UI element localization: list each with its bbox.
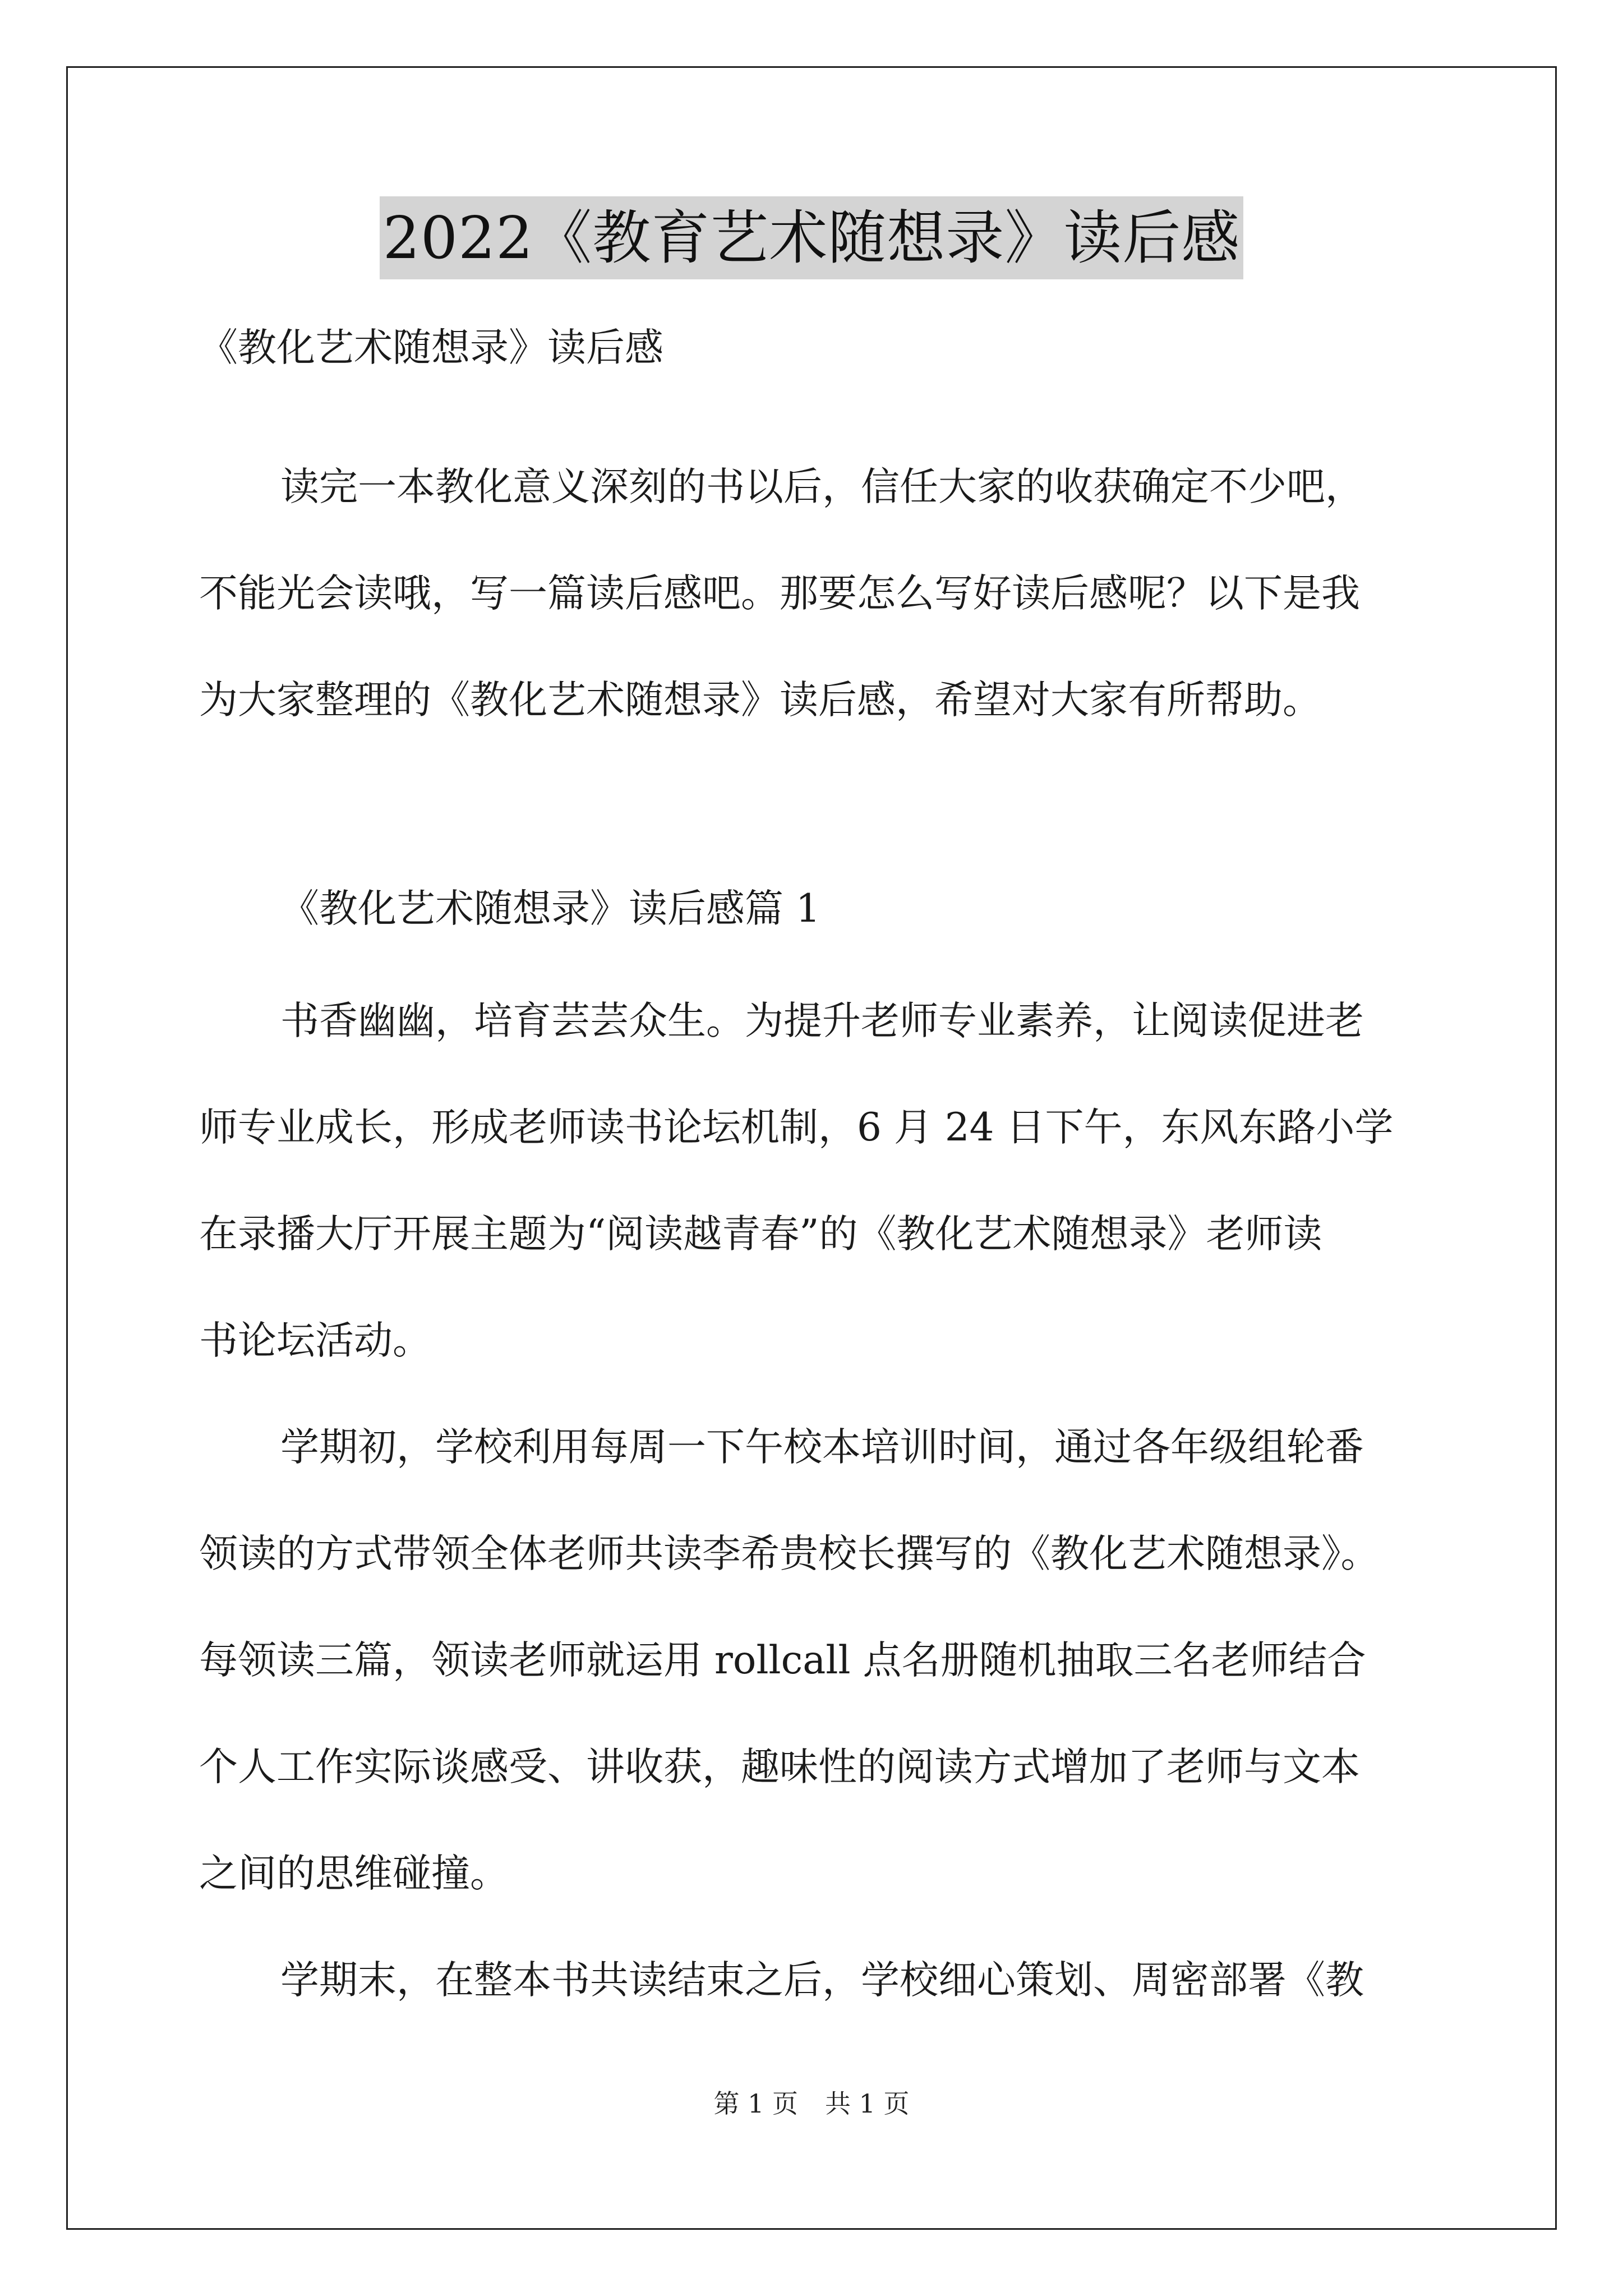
paragraph-line: 不能光会读哦，写一篇读后感吧。那要怎么写好读后感呢？以下是我 [199,571,1360,616]
paragraph-line: 师专业成长，形成老师读书论坛机制，6 月 24 日下午，东风东路小学 [199,1105,1394,1150]
paragraph-line: 每领读三篇，领读老师就运用 rollcall 点名册随机抽取三名老师结合 [199,1638,1366,1683]
paragraph-line: 领读的方式带领全体老师共读李希贵校长撰写的《教化艺术随想录》。 [199,1531,1380,1576]
document-title: 2022《教育艺术随想录》读后感 [380,196,1244,279]
paragraph-line: 为大家整理的《教化艺术随想录》读后感，希望对大家有所帮助。 [199,678,1321,723]
page-number: 第 1 页 [713,2088,798,2119]
title-container [0,196,1623,279]
paragraph-line: 书论坛活动。 [199,1318,431,1363]
page-total: 共 1 页 [825,2088,910,2119]
paragraph-line: 在录播大厅开展主题为“阅读越青春”的《教化艺术随想录》老师读 [199,1212,1322,1257]
paragraph-line: 读完一本教化意义深刻的书以后，信任大家的收获确定不少吧， [280,464,1364,509]
paragraph-line: 个人工作实际谈感受、讲收获，趣味性的阅读方式增加了老师与文本 [199,1745,1360,1789]
subtitle-line: 《教化艺术随想录》读后感 [199,325,663,370]
paragraph-line: 学期末，在整本书共读结束之后，学校细心策划、周密部署《教 [280,1958,1364,2003]
section-heading: 《教化艺术随想录》读后感篇 1 [280,886,820,931]
paragraph-line: 之间的思维碰撞。 [199,1851,509,1896]
paragraph-line: 学期初，学校利用每周一下午校本培训时间，通过各年级组轮番 [280,1425,1364,1470]
paragraph-line: 书香幽幽，培育芸芸众生。为提升老师专业素养，让阅读促进老 [280,999,1364,1043]
page-footer [0,2087,1623,2120]
